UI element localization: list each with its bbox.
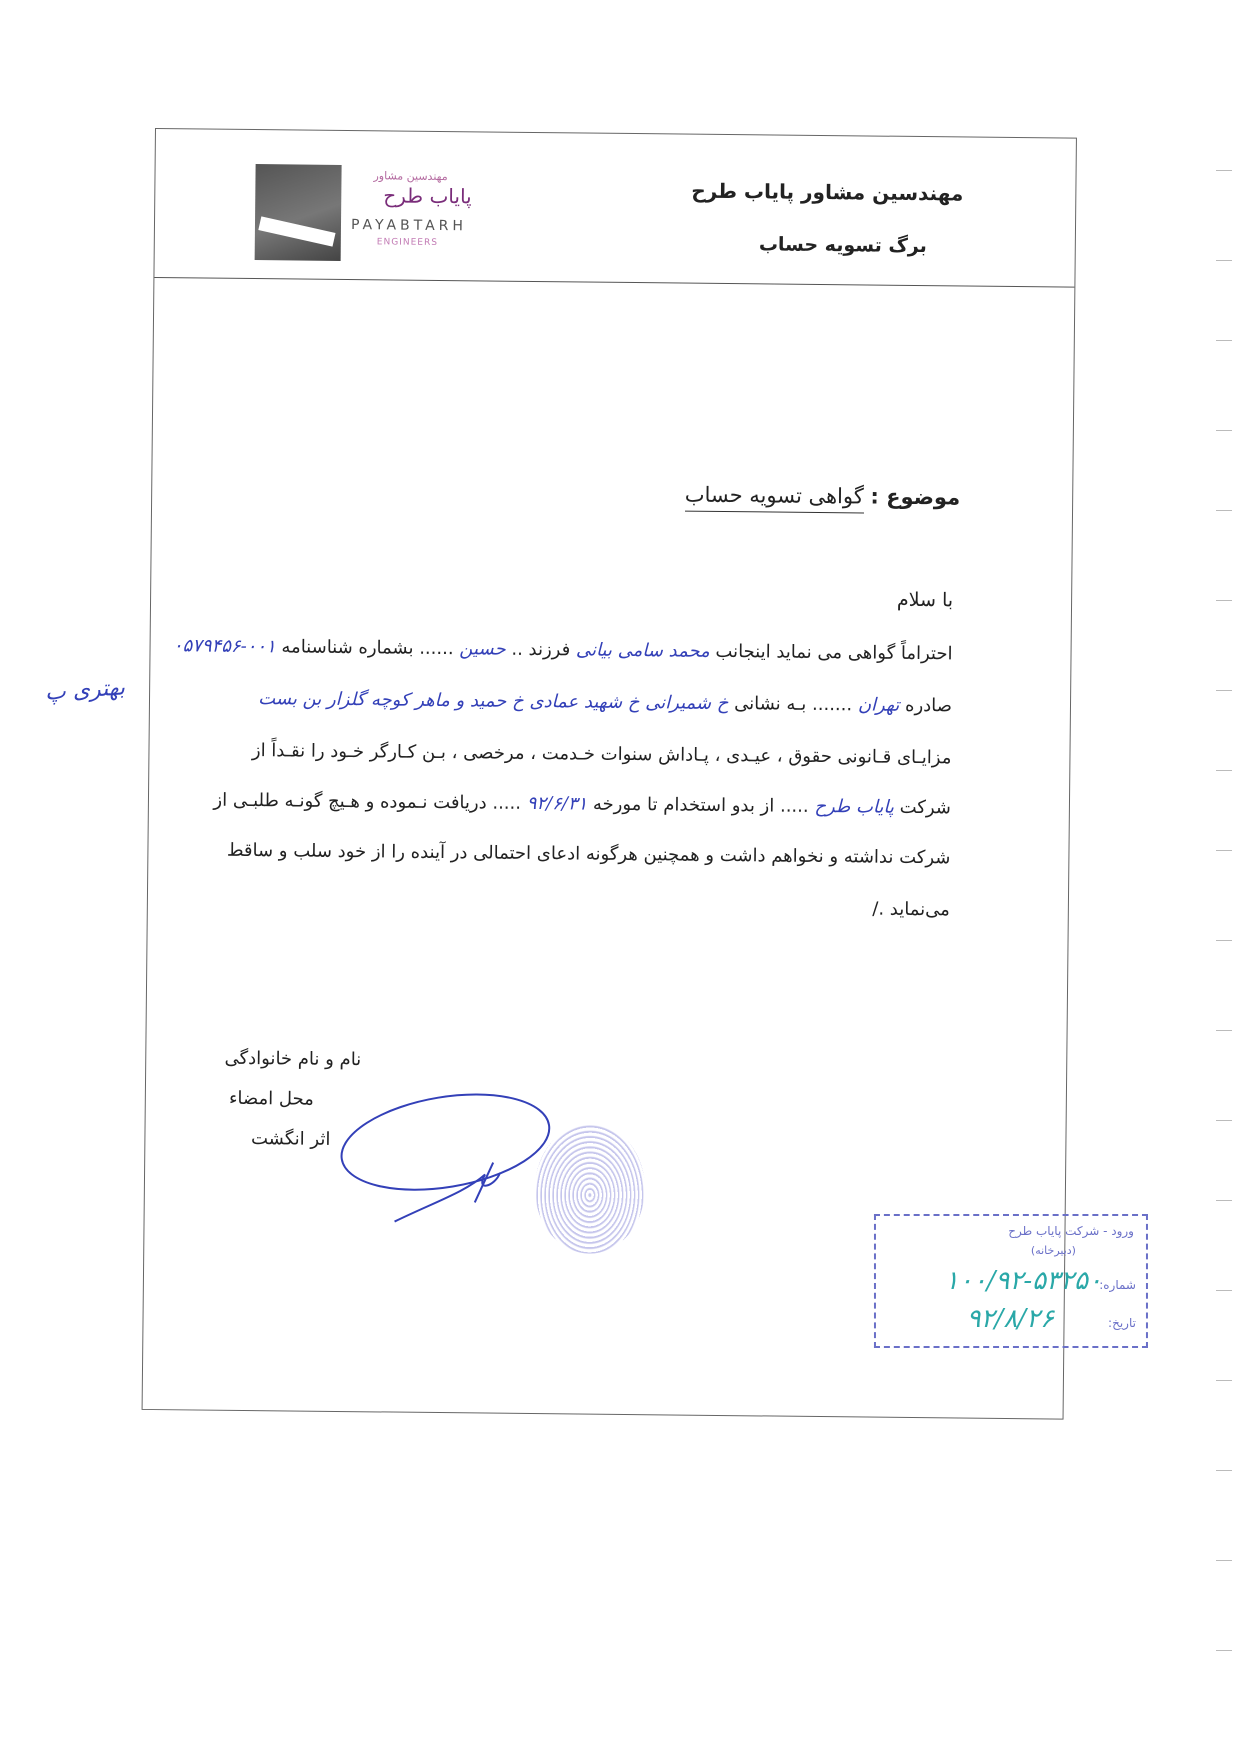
body-line-3: مزایـای قـانونی حقوق ، عیـدی ، پـاداش سنوات خـدمت ، مرخصی ، بـن کـارگر خـود را نقـداً از (251, 740, 952, 769)
fingerprint-icon (534, 1123, 645, 1254)
body-line-1 (173, 635, 953, 664)
city-handwritten: تهران (857, 694, 900, 716)
header-divider (154, 277, 1074, 288)
subject-line (685, 483, 961, 510)
date-handwritten: ۹۲/۶/۳۱ (526, 792, 588, 815)
stamp-number-handwritten: ۱۰۰/۹۲-۵۳۲۵۰ (944, 1266, 1102, 1297)
body-line-2 (258, 688, 952, 716)
line4-suffix: ..... دریافت نـموده و هـیچ گونـه طلبـی از (213, 789, 522, 814)
id-number-handwritten: ۰۰۱-۰۵۷۹۴۵۶ (172, 635, 276, 658)
subject-label: موضوع : (870, 484, 961, 510)
line1-mid2: ...... بشماره شناسنامه (281, 636, 454, 660)
line1-prefix: احتراماً گواهی می نماید اینجانب (715, 640, 953, 665)
company-logo (255, 164, 556, 267)
stamp-header: ورود - شرکت پایاب طرح (1008, 1224, 1134, 1239)
sign-place-label: محل امضاء (228, 1087, 314, 1110)
body-line-5: شرکت نداشته و نخواهم داشت و همچنین هرگونه ادعای احتمالی در آینده را از خود سلب و ساقط (226, 839, 951, 869)
employee-name-handwritten: محمد سامی بیانی (575, 639, 710, 662)
address-handwritten: خ شمیرانی خ شهید عمادی خ حمید و ماهر کوچه گلزار بن بست (258, 688, 729, 715)
subject-value: گواهی تسویه حساب (685, 483, 864, 514)
stamp-date-handwritten: ۹۲/۸/۲۶ (966, 1304, 1054, 1335)
greeting: با سلام (896, 588, 954, 612)
father-name-handwritten: حسین (459, 638, 506, 660)
logo-english-name: PAYABTARH (350, 217, 468, 235)
fingerprint-label: اثر انگشت (250, 1128, 331, 1150)
stamp-number-label: شماره: (1099, 1278, 1136, 1293)
line1-mid: فرزند .. (511, 638, 571, 661)
line2-prefix: صادره (904, 694, 953, 717)
body-line-4 (213, 790, 951, 819)
form-title: برگ تسویه حساب (758, 233, 927, 258)
stamp-subheader: (دبیرخانه) (1030, 1244, 1076, 1258)
page-edge-marks (1200, 0, 1240, 1753)
registry-stamp (874, 1214, 1148, 1348)
body-line-6: می‌نماید ./ (872, 898, 950, 921)
name-label: نام و نام خانوادگی (224, 1047, 362, 1071)
line4-mid: ..... از بدو استخدام تا مورخه (592, 793, 809, 817)
stamp-date-label: تاریخ: (1108, 1316, 1136, 1331)
line2-mid: ....... بـه نشانی (734, 693, 853, 716)
logo-farsi-small: مهندسین مشاور (373, 169, 448, 184)
company-name: مهندسین مشاور پایاب طرح (691, 178, 964, 206)
margin-handwritten-note: بهتری پ (44, 675, 126, 706)
document-frame (142, 128, 1136, 1420)
logo-farsi-name: پایاب طرح (383, 183, 472, 209)
logo-mark-icon (255, 164, 342, 261)
line4-prefix: شرکت (899, 796, 952, 819)
company-handwritten: پایاب طرح (814, 795, 895, 818)
logo-english-sub: ENGINEERS (376, 237, 438, 248)
